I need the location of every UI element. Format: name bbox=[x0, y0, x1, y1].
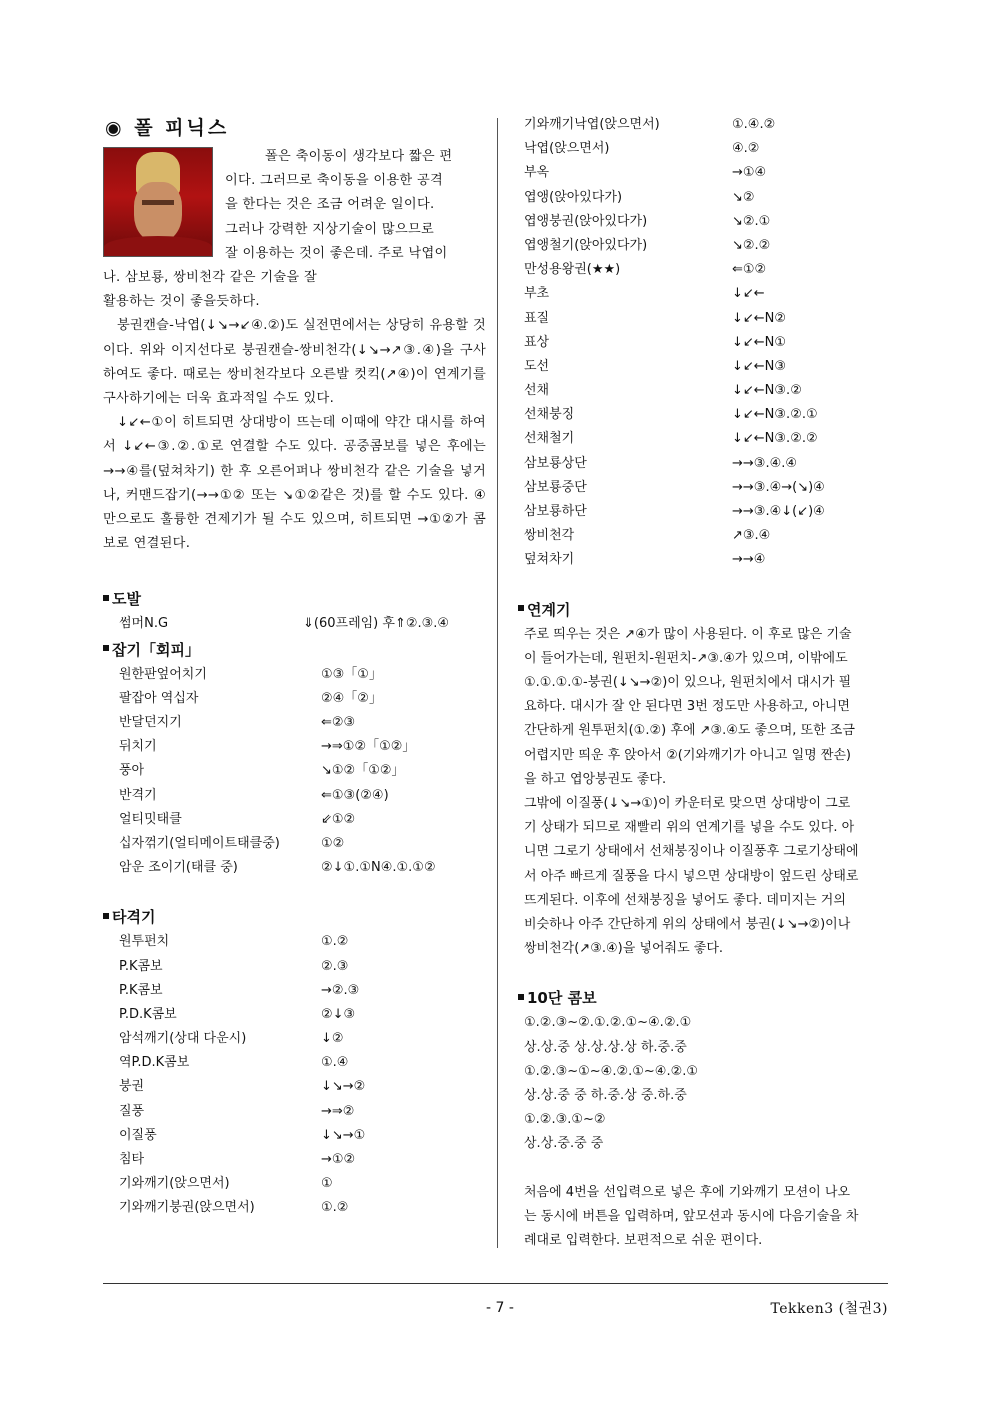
intro-line: 잘 이용하는 것이 좋은데. 주로 낙엽이 bbox=[225, 245, 448, 261]
move-row bbox=[103, 1124, 486, 1148]
move-name: 풍아 bbox=[119, 763, 145, 779]
move-command: ⇓(60프레임) 후⇑②.③.④ bbox=[303, 616, 450, 632]
move-name: 표상 bbox=[524, 334, 550, 350]
move-row bbox=[103, 1148, 486, 1172]
move-name: 붕권 bbox=[119, 1079, 145, 1095]
move-name: 표질 bbox=[524, 310, 550, 326]
move-name: 낙엽(앉으면서) bbox=[524, 141, 610, 157]
move-row bbox=[518, 403, 890, 427]
portrait-brow bbox=[142, 200, 174, 205]
move-row bbox=[518, 452, 890, 476]
intro-line: 을 한다는 것은 조금 어려운 일이다. bbox=[225, 197, 435, 213]
text-line: 그밖에 이질풍(↓↘→①)이 카운터로 맞으면 상대방이 그로 bbox=[524, 795, 851, 811]
move-command: ①.④ bbox=[321, 1055, 349, 1071]
move-command: →①② bbox=[321, 1152, 356, 1168]
text-line: 례대로 입력한다. 보편적으로 쉬운 편이다. bbox=[524, 1233, 763, 1249]
move-row bbox=[518, 161, 890, 185]
move-command: ⇐②③ bbox=[321, 715, 356, 731]
move-command: →⇒② bbox=[321, 1103, 355, 1119]
text-line: 서 아주 빠르게 질풍을 다시 넣으면 상대방이 엎드린 상태로 bbox=[524, 868, 859, 884]
footer-title: Tekken3 (철권3) bbox=[770, 1301, 888, 1317]
intro-paragraph-2: 붕권캔슬-낙엽(↓↘→↙④.②)도 실전면에서는 상당히 유용할 것이다. 위와 이지선다로 붕권캔슬-쌍비천각(↓↘→↗③.④)을 구사하여도 좋다. 때로는 쌍비천각보다 오른발 컷킥(↗④)이 연계기를 구사하기에는 더욱 효과적일 수도 있다. bbox=[103, 318, 486, 407]
move-row bbox=[518, 427, 890, 451]
throws-list bbox=[103, 663, 486, 881]
move-name: 만성용왕권(★★) bbox=[524, 262, 621, 278]
move-row bbox=[103, 1075, 486, 1099]
move-name: P.K콤보 bbox=[119, 958, 163, 974]
move-name: 쌍비천각 bbox=[524, 528, 575, 544]
move-row bbox=[103, 979, 486, 1003]
move-name: 기와깨기(앉으면서) bbox=[119, 1176, 230, 1192]
move-row bbox=[103, 687, 486, 711]
move-command: ②④「②」 bbox=[321, 690, 382, 706]
move-row bbox=[103, 1027, 486, 1051]
text-line: 니면 그로기 상태에서 선채붕징이나 이질풍후 그로기상태에 bbox=[524, 844, 859, 860]
move-name: 반달던지기 bbox=[119, 715, 182, 731]
move-row bbox=[103, 1172, 486, 1196]
move-name: 질풍 bbox=[119, 1103, 145, 1119]
move-command: →→③.④↓(↙)④ bbox=[732, 504, 825, 519]
column-divider bbox=[497, 118, 498, 1248]
move-name: 부초 bbox=[524, 286, 550, 302]
move-row bbox=[518, 258, 890, 282]
character-portrait bbox=[103, 147, 213, 257]
move-command: ↓↙←N③.②.① bbox=[732, 407, 818, 423]
taunt-list bbox=[103, 612, 486, 636]
intro-line: 폴은 축이동이 생각보다 짧은 편 bbox=[265, 149, 453, 164]
move-row bbox=[103, 1003, 486, 1027]
move-name: P.D.K콤보 bbox=[119, 1006, 177, 1022]
move-command: ↓↘→② bbox=[321, 1079, 366, 1095]
move-row bbox=[103, 1100, 486, 1124]
move-row bbox=[103, 735, 486, 759]
move-row bbox=[103, 663, 486, 687]
section-heading-combo: 10단 콤보 bbox=[518, 985, 890, 1011]
move-row bbox=[518, 234, 890, 258]
intro-block bbox=[103, 145, 486, 314]
move-command: ①.② bbox=[321, 934, 349, 950]
move-name: 침타 bbox=[119, 1152, 145, 1168]
move-name: 도선 bbox=[524, 358, 550, 374]
move-command: ⇐①② bbox=[732, 262, 767, 278]
move-name: 덮쳐차기 bbox=[524, 552, 575, 568]
move-command: ↘②.① bbox=[732, 213, 771, 229]
move-row bbox=[518, 379, 890, 403]
move-row bbox=[103, 612, 486, 636]
move-name: 엽앵(앉아있다가) bbox=[524, 189, 623, 205]
move-name: 원한판엎어치기 bbox=[119, 666, 207, 682]
footer-divider bbox=[103, 1283, 888, 1284]
move-command: ↘①②「①②」 bbox=[321, 763, 405, 779]
combo-line: 상.상.중 상.상.상.상 하.중.중 bbox=[524, 1039, 687, 1055]
move-row bbox=[103, 1196, 486, 1220]
text-line: 처음에 4번을 선입력으로 넣은 후에 기와깨기 모션이 나오 bbox=[524, 1184, 851, 1200]
text-line: 요하다. 대시가 잘 안 된다면 3번 정도만 사용하고, 아니면 bbox=[524, 699, 850, 715]
move-name: 반격기 bbox=[119, 787, 157, 803]
move-row bbox=[103, 808, 486, 832]
text-line: 는 동시에 버튼을 입력하며, 앞모션과 동시에 다음기술을 차 bbox=[524, 1208, 859, 1224]
move-name: 기와깨기붕권(앉으면서) bbox=[119, 1200, 255, 1216]
combo-line: 상.상.중 중 하.중.상 중.하.중 bbox=[524, 1088, 687, 1104]
section-heading-strikes: 타격기 bbox=[103, 904, 486, 930]
move-command: ①② bbox=[321, 835, 345, 851]
move-row bbox=[518, 500, 890, 524]
combo-line: 상.상.중.중 중 bbox=[524, 1136, 604, 1152]
move-row bbox=[518, 548, 890, 572]
move-command: ↓↙←N③.② bbox=[732, 383, 802, 399]
combo-line: ①.②.③~②.①.②.①~④.②.① bbox=[524, 1015, 692, 1031]
combo-line: ①.②.③.①~② bbox=[524, 1112, 606, 1128]
move-name: 암석깨기(상대 다운시) bbox=[119, 1031, 247, 1047]
move-row bbox=[518, 331, 890, 355]
move-row bbox=[518, 476, 890, 500]
move-row bbox=[103, 856, 486, 880]
move-command: ↓↘→① bbox=[321, 1127, 366, 1143]
linkage-text bbox=[518, 623, 890, 962]
combo-list bbox=[518, 1011, 890, 1156]
move-command: ↓↙←N② bbox=[732, 310, 787, 326]
move-name: 선채붕징 bbox=[524, 407, 575, 423]
move-command: ↓↙←N③ bbox=[732, 358, 787, 374]
move-command: ②↓③ bbox=[321, 1006, 356, 1022]
move-name: 삼보룡하단 bbox=[524, 504, 587, 519]
move-row bbox=[103, 832, 486, 856]
section-heading-throws: 잡기「회피」 bbox=[103, 637, 486, 663]
move-name: 선채 bbox=[524, 383, 550, 399]
text-line: 기 상태가 되므로 재빨리 위의 연계기를 넣을 수도 있다. 아 bbox=[524, 820, 855, 836]
move-name: 부옥 bbox=[524, 165, 550, 181]
move-row bbox=[518, 186, 890, 210]
move-name: 십자꺾기(얼티메이트태클중) bbox=[119, 835, 280, 851]
move-row bbox=[103, 955, 486, 979]
intro-paragraph-3: ↓↙←①이 히트되면 상대방이 뜨는데 이때에 약간 대시를 하여서 ↓↙←③.②.①로 연결할 수도 있다. 공중콤보를 넣은 후에는 →→④를(덮쳐차기) 한 후 오른어퍼나 쌍비천각 같은 기술을 넣거나, 커맨드잡기(→→①② 또는 ↘①②같은 것)를 할 수도 있다. ④만으로도 훌륭한 견제기가 될 수도 있으며, 히트되면 →①②가 콤보로 연결된다. bbox=[103, 415, 486, 552]
move-name: 엽앵붕권(앉아있다가) bbox=[524, 213, 648, 229]
move-name: P.K콤보 bbox=[119, 982, 163, 998]
intro-line: 나. 삼보룡, 쌍비천각 같은 기술을 잘 bbox=[103, 270, 317, 286]
strikes-list bbox=[103, 930, 486, 1220]
move-command: →→④ bbox=[732, 552, 766, 568]
move-command: ①③「①」 bbox=[321, 666, 382, 682]
move-command: ②.③ bbox=[321, 958, 349, 974]
text-line: 어렵지만 띄운 후 앉아서 ②(기와깨기가 아니고 일명 짠손) bbox=[524, 747, 852, 763]
page-number: - 7 - bbox=[486, 1300, 514, 1316]
section-heading-taunt: 도발 bbox=[103, 586, 486, 612]
text-line: 간단하게 원투펀치(①.②) 후에 ↗③.④도 좋으며, 또한 조금 bbox=[524, 723, 855, 739]
strikes-list-continued bbox=[518, 113, 890, 573]
move-command: ① bbox=[321, 1176, 333, 1192]
intro-line: 그러나 강력한 지상기술이 많으므로 bbox=[225, 221, 435, 237]
move-name: 이질풍 bbox=[119, 1127, 157, 1143]
move-name: 뒤치기 bbox=[119, 739, 157, 755]
text-line: 주로 띄우는 것은 ↗④가 많이 사용된다. 이 후로 많은 기술 bbox=[524, 626, 852, 642]
intro-line: 이다. 그러므로 축이동을 이용한 공격 bbox=[225, 173, 444, 189]
move-command: ④.② bbox=[732, 141, 760, 157]
move-command: ↓↙←N③.②.② bbox=[732, 431, 818, 447]
move-row bbox=[518, 307, 890, 331]
move-command: ①.④.② bbox=[732, 117, 776, 132]
move-row bbox=[103, 784, 486, 808]
combo-note bbox=[518, 1181, 890, 1254]
move-name: 역P.D.K콤보 bbox=[119, 1055, 190, 1071]
move-command: ↓↙← bbox=[732, 286, 765, 302]
move-name: 원투펀치 bbox=[119, 934, 170, 950]
move-command: ⇙①② bbox=[321, 811, 356, 827]
text-line: 이 들어가는데, 원펀치-원펀치-↗③.④가 있으며, 이밖에도 bbox=[524, 650, 848, 666]
move-row bbox=[518, 210, 890, 234]
move-row bbox=[103, 1051, 486, 1075]
text-line: 비슷하나 아주 간단하게 위의 상태에서 붕권(↓↘→②)이나 bbox=[524, 917, 851, 932]
intro-line: 활용하는 것이 좋을듯하다. bbox=[103, 294, 260, 310]
move-row bbox=[518, 137, 890, 161]
move-row bbox=[518, 282, 890, 306]
move-name: 엽앵철기(앉아있다가) bbox=[524, 237, 648, 253]
move-name: 얼티밋태클 bbox=[119, 811, 182, 827]
text-line: 쌍비천각(↗③.④)을 넣어줘도 좋다. bbox=[524, 941, 724, 957]
combo-line: ①.②.③~①~④.②.①~④.②.① bbox=[524, 1063, 699, 1079]
portrait-face bbox=[134, 182, 182, 242]
text-line: 뜨게된다. 이후에 선채붕징을 넣어도 좋다. 데미지는 거의 bbox=[524, 892, 846, 908]
move-name: 기와깨기낙엽(앉으면서) bbox=[524, 117, 660, 132]
move-row bbox=[103, 759, 486, 783]
move-command: ↘② bbox=[732, 189, 755, 205]
section-heading-linkage: 연계기 bbox=[518, 597, 890, 623]
right-column bbox=[518, 113, 890, 1253]
move-command: ↓↙←N① bbox=[732, 334, 787, 350]
move-command: ↗③.④ bbox=[732, 528, 771, 544]
move-name: 팔잡아 역십자 bbox=[119, 690, 199, 706]
portrait-shoulder bbox=[104, 236, 212, 257]
move-row bbox=[518, 355, 890, 379]
move-row bbox=[518, 113, 890, 137]
move-row bbox=[103, 930, 486, 954]
move-command: →①④ bbox=[732, 165, 767, 181]
move-command: ↓② bbox=[321, 1031, 344, 1047]
move-name: 삼보룡상단 bbox=[524, 455, 587, 471]
move-command: ②↓①.①N④.①.①② bbox=[321, 860, 436, 876]
text-line: ①.①.①.①-붕권(↓↘→②)이 있으나, 원펀치에서 대시가 필 bbox=[524, 674, 852, 690]
move-name: 선채철기 bbox=[524, 431, 575, 447]
move-command: →②.③ bbox=[321, 982, 360, 998]
text-line: 을 하고 엽앙붕권도 좋다. bbox=[524, 771, 667, 787]
move-name: 썸머N.G bbox=[119, 616, 169, 632]
move-row bbox=[103, 711, 486, 735]
move-command: →→③.④.④ bbox=[732, 455, 798, 471]
move-command: →→③.④→(↘)④ bbox=[732, 479, 825, 495]
move-command: ↘②.② bbox=[732, 237, 771, 253]
move-command: ①.② bbox=[321, 1200, 349, 1216]
move-row bbox=[518, 524, 890, 548]
move-command: →⇒①②「①②」 bbox=[321, 739, 416, 755]
left-column bbox=[103, 113, 486, 1221]
move-name: 삼보룡중단 bbox=[524, 479, 587, 495]
move-command: ⇐①③(②④) bbox=[321, 787, 389, 803]
move-name: 암운 조이기(태클 중) bbox=[119, 860, 238, 876]
page-title: ◉ 폴 피닉스 bbox=[105, 117, 230, 139]
